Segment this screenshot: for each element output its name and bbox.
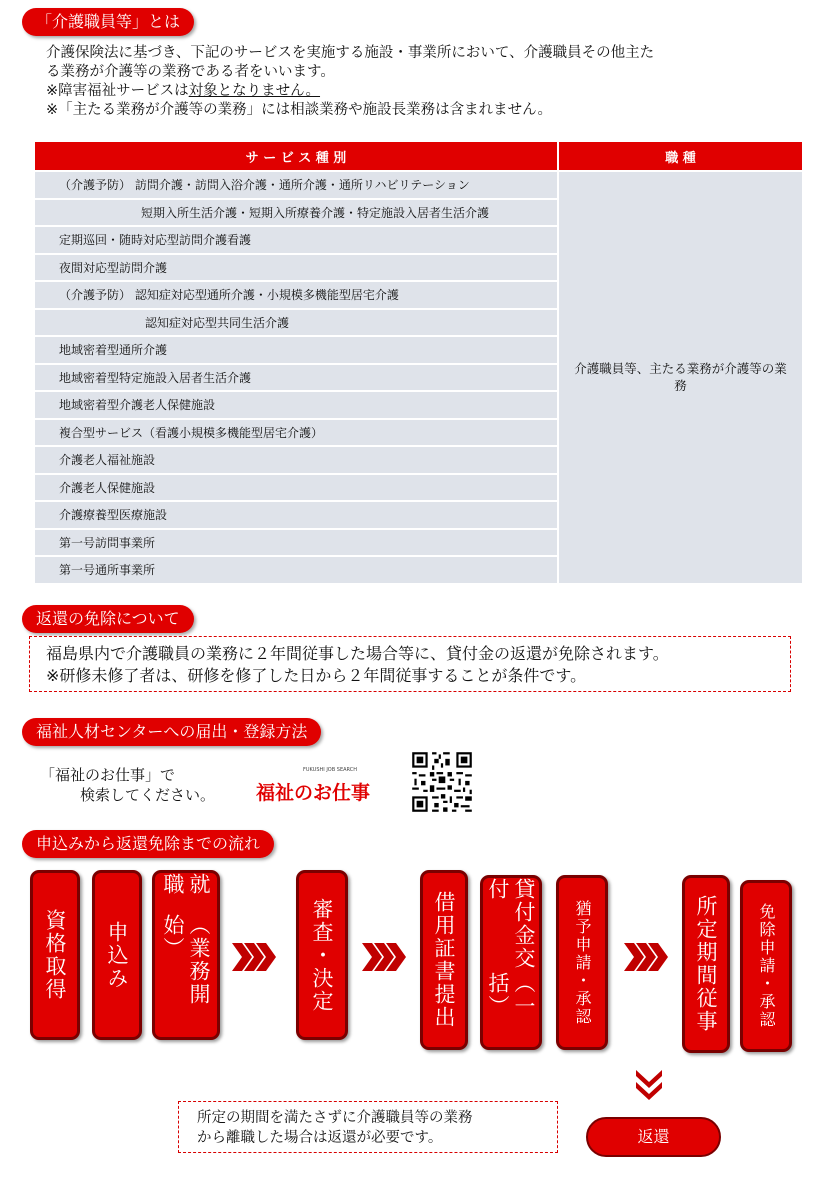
- service-row: 複合型サービス（看護小規模多機能型居宅介護）: [35, 420, 557, 446]
- intro-note: ※「主たる業務が介護等の業務」には相談業務や施設長業務は含まれません。: [46, 102, 553, 118]
- chevron-right-icon: [230, 937, 280, 977]
- service-row: 第一号訪問事業所: [35, 530, 557, 556]
- service-row: 介護老人福祉施設: [35, 447, 557, 473]
- search-line: 「福祉のお仕事」で: [40, 766, 176, 784]
- warning-line: 所定の期間を満たさずに介護職員等の業務: [197, 1110, 473, 1126]
- service-row: 地域密着型介護老人保健施設: [35, 392, 557, 418]
- service-row: 夜間対応型訪問介護: [35, 255, 557, 281]
- return-badge: 返還: [586, 1117, 721, 1157]
- flow-step-employment: 就職 （業務開始）: [152, 870, 220, 1040]
- intro-text: [46, 44, 786, 120]
- warning-line: から離職した場合は返還が必要です。: [197, 1130, 443, 1146]
- service-column-header: サ ー ビ ス 種 別: [35, 142, 557, 170]
- service-row: 認知症対応型共同生活介護: [35, 310, 557, 336]
- service-row: 第一号通所事業所: [35, 557, 557, 583]
- fukushi-oshigoto-logo[interactable]: 福祉のお仕事: [256, 782, 371, 804]
- service-row: 地域密着型特定施設入居者生活介護: [35, 365, 557, 391]
- exemption-line: 福島県内で介護職員の業務に２年間従事した場合等に、貸付金の返還が免除されます。: [46, 644, 669, 663]
- service-row: 定期巡回・随時対応型訪問介護看護: [35, 227, 557, 253]
- search-line: 検索してください。: [80, 786, 216, 804]
- flow-step-application: 申込み: [92, 870, 142, 1040]
- logo-subtitle: FUKUSHI JOB SEARCH: [303, 767, 357, 773]
- section-heading-exemption: 返還の免除について: [22, 605, 194, 633]
- flow-step-qualification: 資格取得: [30, 870, 80, 1040]
- intro-line: 介護保険法に基づき、下記のサービスを実施する施設・事業所において、介護職員その他主た: [46, 45, 655, 61]
- chevron-down-icon: [634, 1068, 664, 1104]
- section-heading-registration: 福祉人材センターへの届出・登録方法: [22, 718, 321, 746]
- flow-step-loan-disbursement: 貸付金交付 （一括）: [480, 875, 542, 1050]
- flow-step-exemption-request: 免除申請・承認: [740, 880, 792, 1052]
- service-row: 介護療養型医療施設: [35, 502, 557, 528]
- flow-step-required-service: 所定期間従事: [682, 875, 730, 1053]
- service-table: [33, 140, 804, 585]
- service-row: 介護老人保健施設: [35, 475, 557, 501]
- job-cell: 介護職員等、主たる業務が介護等の業務: [559, 172, 802, 583]
- section-heading-definition: 「介護職員等」とは: [22, 8, 194, 36]
- service-row: 短期入所生活介護・短期入所療養介護・特定施設入居者生活介護: [35, 200, 557, 226]
- chevron-right-icon: [360, 937, 410, 977]
- warning-box: [178, 1101, 558, 1153]
- service-row: 地域密着型通所介護: [35, 337, 557, 363]
- section-heading-flow: 申込みから返還免除までの流れ: [22, 830, 274, 858]
- exemption-box: [29, 636, 791, 692]
- service-row: （介護予防） 訪問介護・訪問入浴介護・通所介護・通所リハビリテーション: [35, 172, 557, 198]
- flow-step-bond-submission: 借用証書提出: [420, 870, 468, 1050]
- qr-code-icon[interactable]: [410, 750, 474, 814]
- service-row: （介護予防） 認知症対応型通所介護・小規模多機能型居宅介護: [35, 282, 557, 308]
- intro-note: ※障害福祉サービスは対象となりません。: [46, 83, 321, 99]
- intro-line: る業務が介護等の業務である者をいいます。: [46, 64, 335, 80]
- exemption-line: ※研修未修了者は、研修を修了した日から２年間従事することが条件です。: [46, 666, 587, 685]
- flow-step-review: 審査・決定: [296, 870, 348, 1040]
- job-column-header: 職 種: [559, 142, 802, 170]
- flow-step-deferral: 猶予申請・承認: [556, 875, 608, 1050]
- chevron-right-icon: [622, 937, 672, 977]
- search-instruction: [40, 765, 215, 805]
